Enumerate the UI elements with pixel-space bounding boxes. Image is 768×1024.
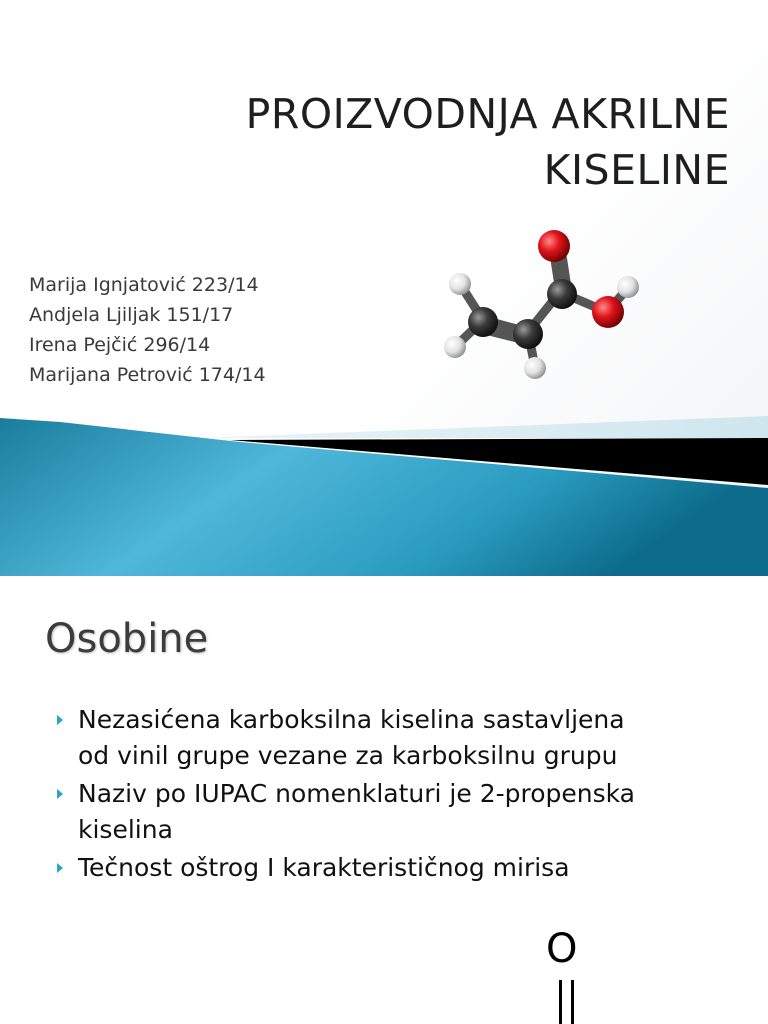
hydrogen-atom	[449, 273, 471, 295]
bullet-line: Nezasićena karboksilna kiselina sastavljena	[78, 705, 625, 734]
title-line-2: KISELINE	[543, 146, 730, 194]
slide-heading: Osobine	[45, 616, 209, 662]
bullet-line: Tečnost oštrog I karakterističnog mirisa	[78, 853, 570, 882]
decorative-band	[0, 410, 768, 576]
bullet-line: od vinil grupe vezane za karboksilnu grupu	[78, 741, 618, 770]
bullet-item	[55, 850, 745, 886]
author-item: Irena Pejčić 296/14	[29, 334, 211, 356]
hydrogen-atom	[444, 336, 466, 358]
oxygen-atom	[592, 296, 624, 328]
triangle-bullet-icon	[57, 863, 63, 873]
oxygen-atom	[538, 230, 570, 262]
bullet-line: kiselina	[78, 815, 173, 844]
carbon-atom	[547, 279, 577, 309]
hydrogen-atom	[617, 276, 639, 298]
double-bond-icon	[559, 980, 575, 1024]
slide-title	[130, 86, 730, 198]
hydrogen-atom	[524, 357, 546, 379]
author-item: Marijana Petrović 174/14	[29, 364, 266, 386]
bullet-item	[55, 776, 745, 848]
triangle-bullet-icon	[57, 715, 63, 725]
molecule-icon	[425, 222, 655, 387]
bullet-item	[55, 702, 745, 774]
formula-oxygen-label: O	[546, 926, 578, 972]
properties-slide	[0, 576, 768, 1024]
triangle-bullet-icon	[57, 789, 63, 799]
carbon-atom	[468, 307, 498, 337]
title-line-1: PROIZVODNJA AKRILNE	[245, 90, 730, 138]
bullet-list	[55, 702, 745, 888]
author-item: Marija Ignjatović 223/14	[29, 274, 259, 296]
author-list	[29, 270, 266, 390]
bullet-line: Naziv po IUPAC nomenklaturi je 2-propenska	[78, 779, 636, 808]
author-item: Andjela Ljiljak 151/17	[29, 304, 234, 326]
carbon-atom	[513, 319, 543, 349]
